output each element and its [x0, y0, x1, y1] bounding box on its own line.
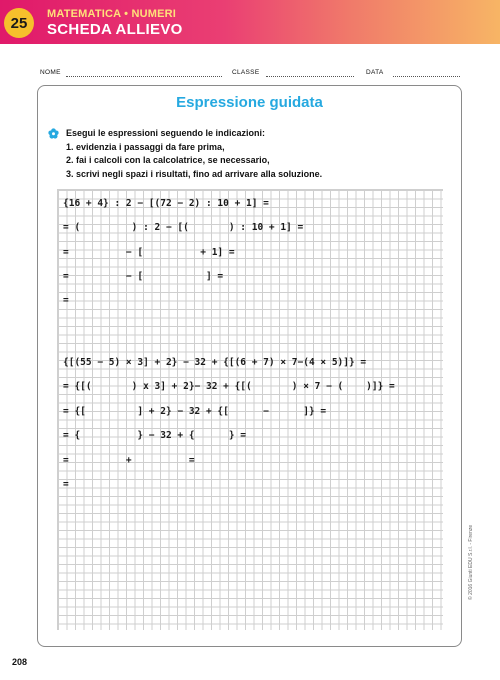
- copyright-note: © 2016 Giunti EDU S.r.l. - Firenze: [468, 524, 474, 600]
- student-info-row: [40, 69, 460, 79]
- subject-label: MATEMATICA • NUMERI: [47, 8, 177, 20]
- date-label: DATA: [366, 69, 384, 76]
- page-number: 208: [12, 657, 28, 667]
- instruction-step: 2. fai i calcoli con la calcolatrice, se necessario,: [66, 155, 270, 165]
- name-field[interactable]: [66, 76, 222, 77]
- expression-line: = {[( ) x 3] + 2}− 32 + {[( ) × 7 − ( )]} =: [63, 381, 395, 392]
- expression-line: = ( ) : 2 − [( ) : 10 + 1] =: [63, 222, 304, 233]
- exercise-title: Espressione guidata: [176, 94, 323, 111]
- instruction-step: 1. evidenzia i passaggi da fare prima,: [66, 141, 225, 152]
- sheet-title: SCHEDA ALLIEVO: [47, 21, 183, 38]
- date-field[interactable]: [393, 76, 460, 77]
- instructions: [48, 127, 322, 181]
- instruction-text: Esegui le espressioni seguendo le indicazioni:: [66, 128, 266, 138]
- expression-line: = {[ ] + 2} − 32 + {[ − ]} =: [63, 406, 327, 417]
- class-field[interactable]: [266, 76, 354, 77]
- expression-line: = − [ + 1] =: [63, 247, 235, 258]
- expression-line: = − [ ] =: [63, 271, 224, 282]
- header-banner: [0, 0, 500, 44]
- name-label: NOME: [40, 69, 61, 76]
- flower-icon: [48, 128, 59, 139]
- expression-line: {[(55 − 5) × 3] + 2} − 32 + {[(6 + 7) × 7−(4 × 5)]} =: [63, 357, 367, 368]
- expression-line: =: [63, 479, 69, 490]
- expression-line: =: [63, 295, 69, 306]
- class-label: CLASSE: [232, 69, 260, 76]
- expression-line: = { } − 32 + { } =: [63, 430, 247, 441]
- expression-line: {16 + 4} : 2 − [(72 − 2) : 10 + 1] =: [63, 198, 269, 209]
- exercise-panel: [37, 85, 462, 647]
- expression-line: = + =: [63, 455, 195, 466]
- instruction-step: 3. scrivi negli spazi i risultati, fino ad arrivare alla soluzione.: [66, 168, 323, 179]
- sheet-number-badge: 25: [4, 8, 34, 38]
